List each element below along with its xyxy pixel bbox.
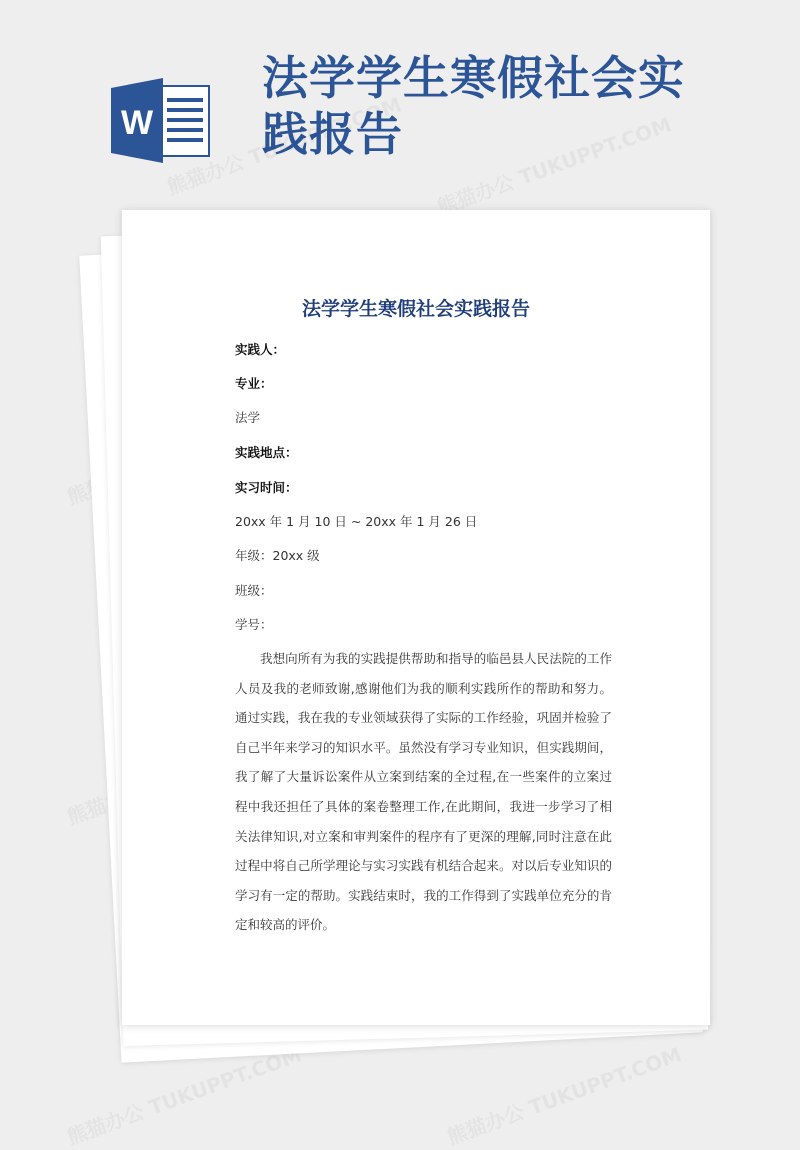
document-title: 法学学生寒假社会实践报告 — [301, 298, 530, 320]
location-label: 实践地点： — [235, 445, 298, 460]
class-field: 班级： — [235, 583, 273, 598]
major-label: 专业： — [235, 376, 273, 391]
grade-field: 年级：20xx 级 — [235, 548, 320, 563]
body-paragraph: 我想向所有为我的实践提供帮助和指导的临邑县人民法院的工作人员及我的老师致谢,感谢他们为我的顺利实践所作的帮助和努力。通过实践，我在我的专业领域获得了实际的工作经验，巩固并检验了自己半年来学习的知识水平。虽然没有学习专业知识，但实践期间，我了解了大量诉讼案件从立案到结案的全过程,在一些案件的立案过程中我还担任了具体的案卷整理工作,在此期间，我进一步学习了相关法律知识,对立案和审判案件的程序有了更深的理解,同时注意在此过程中将自己所学理论与实习实践有机结合起来。对以后专业知识的学习有一定的帮助。实践结束时，我的工作得到了实践单位充分的肯定和较高的评价。 — [235, 651, 612, 933]
word-logo-letter: W — [120, 104, 154, 142]
major-value: 法学 — [235, 410, 261, 425]
document-page — [122, 210, 710, 1025]
time-label: 实习时间： — [235, 480, 298, 495]
header-title: 法学学生寒假社会实践报告 — [262, 51, 685, 161]
word-logo-icon — [111, 78, 213, 163]
practitioner-label: 实践人： — [235, 342, 286, 357]
student-id-field: 学号： — [235, 617, 273, 632]
watermark — [442, 1039, 684, 1150]
time-value: 20xx 年 1 月 10 日 ~ 20xx 年 1 月 26 日 — [235, 514, 478, 529]
